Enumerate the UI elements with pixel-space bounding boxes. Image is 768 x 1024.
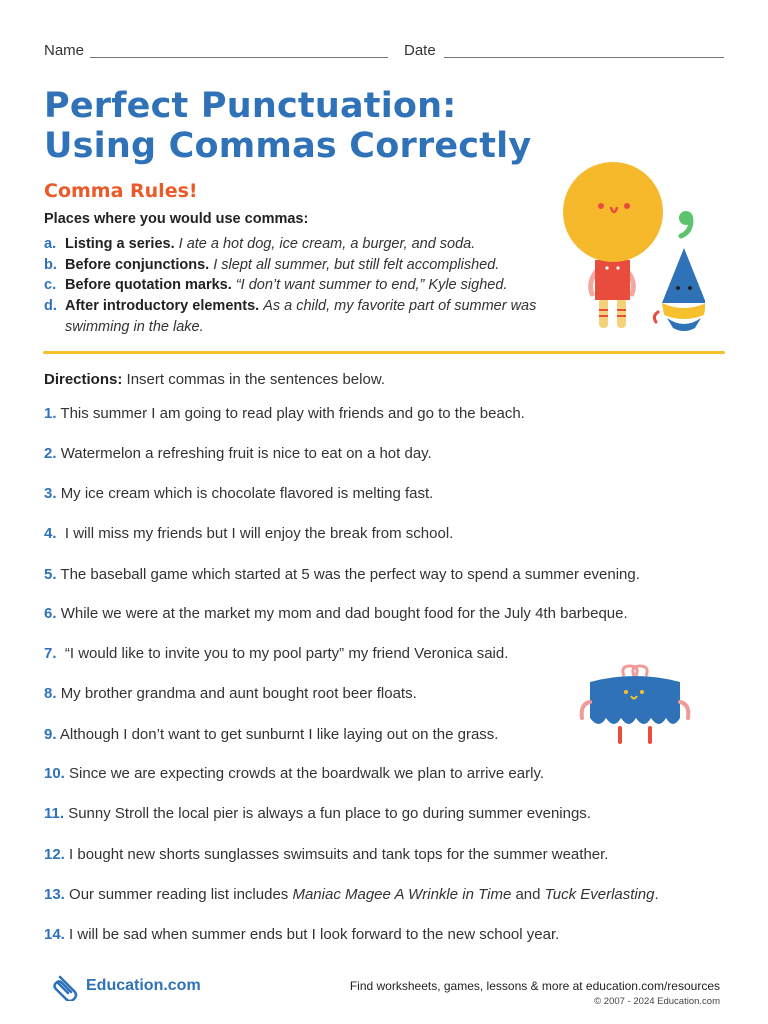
directions-text: Insert commas in the sentences below. [126, 371, 385, 388]
logo-text: Education.com [86, 977, 201, 994]
question-13 [44, 886, 734, 903]
date-label: Date [404, 42, 436, 59]
question-5 [44, 566, 734, 583]
rule-item [44, 275, 564, 296]
rule-example: “I don’t want summer to end,” Kyle sighed. [235, 277, 508, 294]
question-number: 9. [44, 726, 57, 743]
question-number: 3. [44, 485, 57, 502]
rule-example: I slept all summer, but still felt accomplished. [213, 256, 500, 273]
question-number: 4. [44, 525, 57, 542]
title-line-1: Perfect Punctuation: [44, 86, 457, 126]
book-title: Tuck Everlasting [544, 886, 655, 903]
question-text: Although I don’t want to get sunburnt I like laying out on the grass. [59, 726, 499, 743]
directions [44, 371, 385, 388]
question-number: 10. [44, 765, 65, 782]
question-number: 11. [44, 805, 65, 822]
question-text: I will miss my friends but I will enjoy the break from school. [64, 525, 454, 542]
question-text: Since we are expecting crowds at the boardwalk we plan to arrive early. [69, 765, 544, 782]
question-text: Watermelon a refreshing fruit is nice to eat on a hot day. [60, 445, 432, 462]
rule-letter: d. [44, 298, 57, 315]
question-number: 5. [44, 566, 57, 583]
question-text: Our summer reading list includes [69, 886, 289, 903]
rule-text: Before conjunctions. [65, 256, 210, 273]
name-date-row [44, 42, 724, 62]
question-14 [44, 926, 734, 943]
name-label: Name [44, 42, 85, 59]
question-number: 7. [44, 645, 57, 662]
rule-example: I ate a hot dog, ice cream, a burger, and soda. [178, 236, 476, 252]
question-3 [44, 485, 734, 502]
question-10 [44, 765, 734, 782]
rule-item [44, 234, 564, 255]
question-number: 14. [44, 926, 65, 943]
question-text: I will be sad when summer ends but I look forward to the new school year. [69, 926, 560, 943]
rule-item [44, 255, 564, 276]
footer-link-text[interactable]: Find worksheets, games, lessons & more at education.com/resources [349, 979, 720, 993]
question-7 [44, 645, 734, 662]
title-line-2: Using Commas Correctly [44, 126, 532, 166]
question-1 [44, 405, 734, 422]
question-text: I bought new shorts sunglasses swimsuits and tank tops for the summer weather. [69, 846, 609, 863]
date-line[interactable] [444, 57, 724, 58]
question-text: This summer I am going to read play with friends and go to the beach. [60, 405, 525, 422]
rule-text: Listing a series. [65, 236, 175, 252]
question-number: 1. [44, 405, 57, 422]
question-text: My ice cream which is chocolate flavored is melting fast. [60, 485, 434, 502]
places-heading: Places where you would use commas: [44, 211, 309, 227]
question-text: My brother grandma and aunt bought root beer floats. [60, 685, 417, 702]
paperclip-logo-icon [52, 971, 82, 1001]
question-11 [44, 805, 734, 822]
question-number: 2. [44, 445, 57, 462]
question-number: 8. [44, 685, 57, 702]
rules-list [44, 234, 564, 338]
rule-letter: a. [44, 236, 57, 252]
question-text: and [515, 886, 541, 903]
copyright: © 2007 - 2024 Education.com [594, 996, 720, 1007]
rule-example: As a child, my favorite part of summer was swimming in the lake. [65, 298, 537, 335]
rule-letter: b. [44, 256, 57, 273]
book-title: Maniac Magee A Wrinkle in Time [292, 886, 512, 903]
question-12 [44, 846, 734, 863]
question-2 [44, 445, 734, 462]
rule-item [44, 296, 564, 337]
directions-label: Directions: [44, 371, 123, 388]
footer-info [350, 979, 720, 1007]
question-number: 6. [44, 605, 57, 622]
section-divider [43, 351, 725, 354]
question-text: Sunny Stroll the local pier is always a fun place to go during summer evenings. [68, 805, 591, 822]
question-text: While we were at the market my mom and dad bought food for the July 4th barbeque. [60, 605, 628, 622]
page-title [44, 86, 531, 166]
education-logo[interactable] [52, 971, 201, 1001]
question-4 [44, 525, 734, 542]
rule-text: After introductory elements. [65, 298, 260, 315]
question-text: The baseball game which started at 5 was the perfect way to spend a summer evening. [60, 566, 640, 583]
name-line[interactable] [90, 57, 388, 58]
rule-text: Before quotation marks. [65, 277, 232, 294]
question-text: . [654, 886, 659, 903]
question-text: “I would like to invite you to my pool party” my friend Veronica said. [64, 645, 509, 662]
comma-rules-heading: Comma Rules! [44, 180, 198, 202]
question-number: 12. [44, 846, 65, 863]
sun-characters-illustration [555, 160, 705, 340]
question-number: 13. [44, 886, 65, 903]
question-6 [44, 605, 734, 622]
jellyfish-character-illustration [576, 664, 694, 746]
rule-letter: c. [44, 277, 57, 294]
